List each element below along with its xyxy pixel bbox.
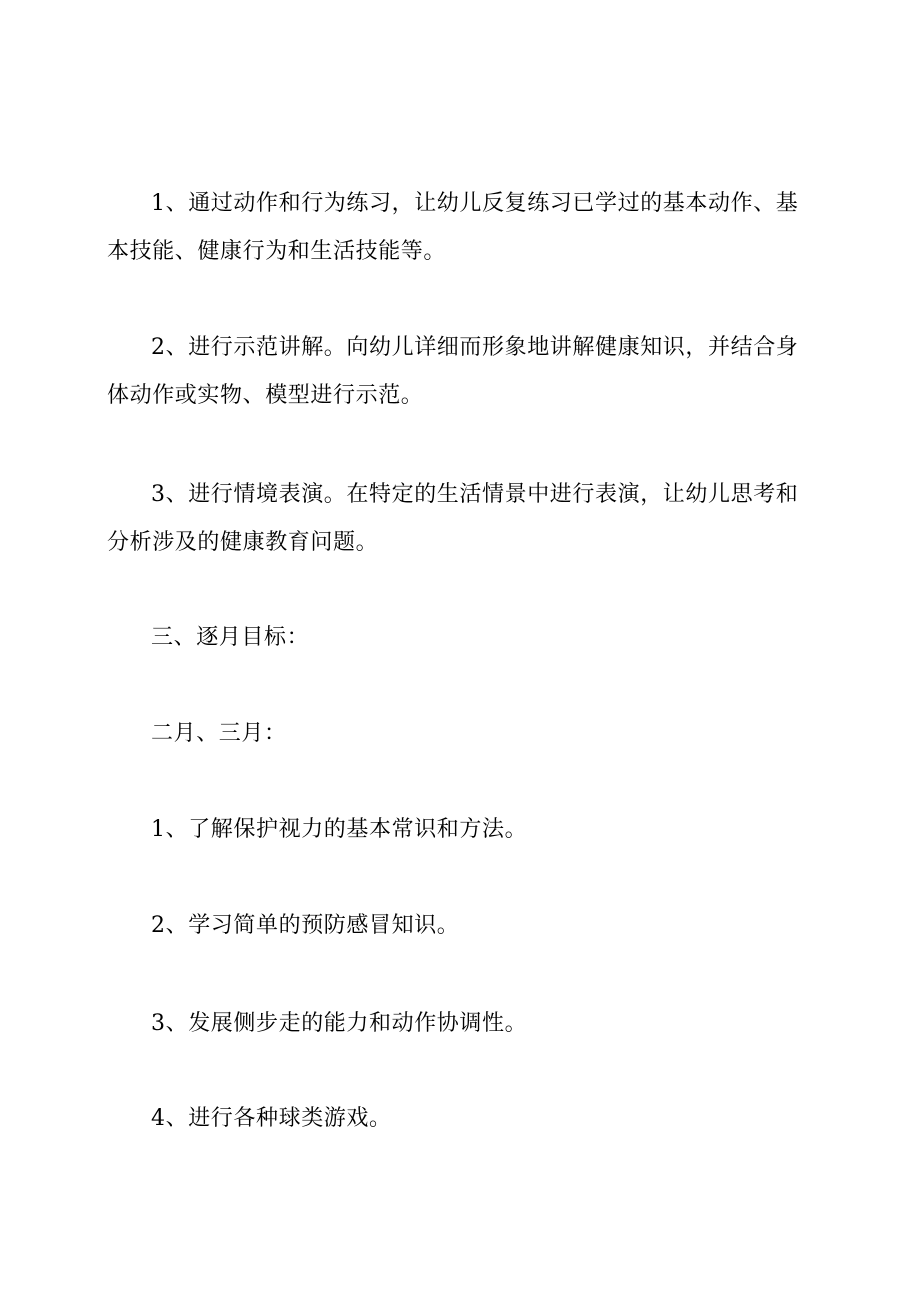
section-heading-monthly-goals: 三、逐月目标： [151, 625, 310, 650]
goal-item-2: 2、学习简单的预防感冒知识。 [151, 913, 460, 938]
goal-item-4: 4、进行各种球类游戏。 [151, 1106, 392, 1131]
method-paragraph-3: 3、进行情境表演。在特定的生活情景中进行表演，让幼儿思考和分析涉及的健康教育问题。 [107, 482, 799, 555]
method-paragraph-1: 1、通过动作和行为练习，让幼儿反复练习已学过的基本动作、基本技能、健康行为和生活技能等。 [107, 191, 799, 264]
goal-item-3: 3、发展侧步走的能力和动作协调性。 [151, 1011, 528, 1036]
subheading-feb-mar: 二月、三月： [151, 721, 287, 746]
method-paragraph-2: 2、进行示范讲解。向幼儿详细而形象地讲解健康知识，并结合身体动作或实物、模型进行示范。 [107, 335, 799, 408]
goal-item-1: 1、了解保护视力的基本常识和方法。 [151, 817, 528, 842]
